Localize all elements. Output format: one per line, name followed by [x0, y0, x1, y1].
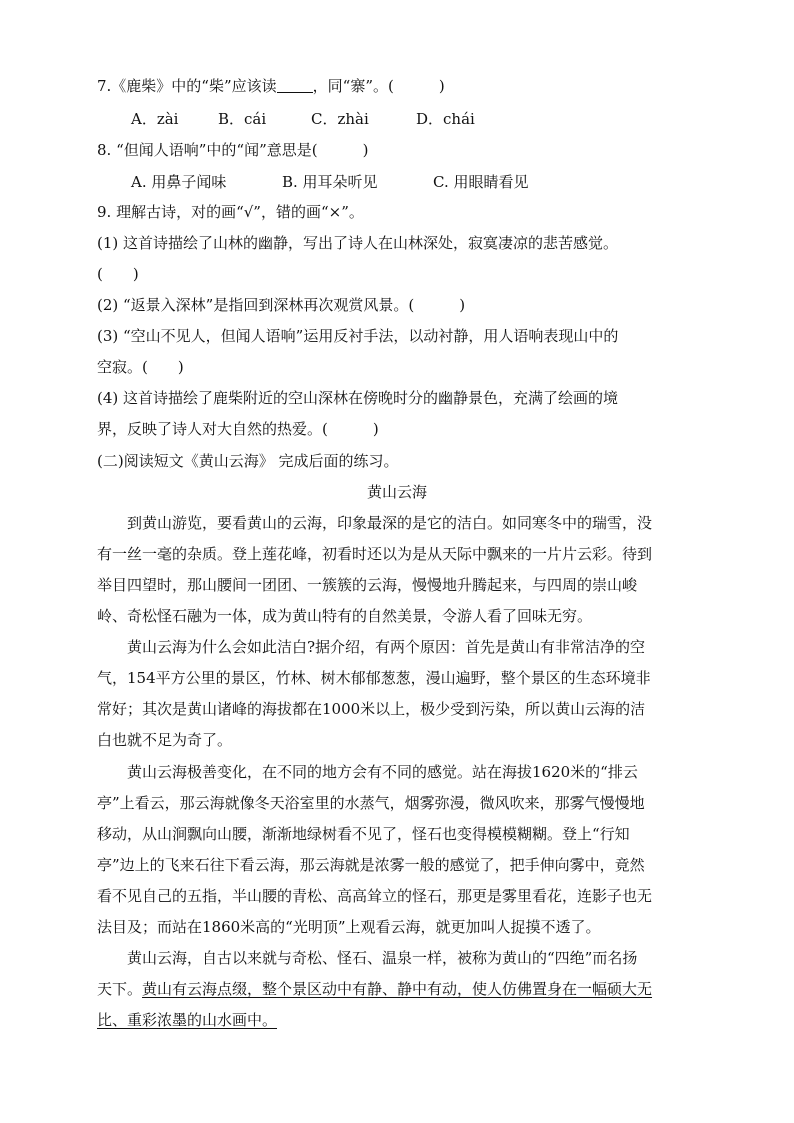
passage-line: 白也就不足为奇了。	[97, 731, 233, 749]
passage-line-mixed	[97, 979, 652, 999]
question-7-option-a: A．zài	[131, 110, 179, 128]
passage-line: 移动，从山涧飘向山腰，渐渐地绿树看不见了，怪石也变得模模糊糊。登上“行知	[97, 825, 630, 843]
passage-line: 岭、奇松怪石融为一体，成为黄山特有的自然美景，令游人看了回味无穷。	[97, 607, 593, 625]
question-9-item-2: (2) “返景入深林”是指回到深林再次观赏风景。( )	[97, 296, 466, 314]
passage-line: 气，154平方公里的景区，竹林、树木郁郁葱葱，漫山遍野，整个景区的生态环境非	[97, 669, 651, 687]
question-9-item-1: (1) 这首诗描绘了山林的幽静，写出了诗人在山林深处，寂寞凄凉的悲苦感觉。	[97, 234, 619, 252]
question-9-item-3-cont: 空寂。( )	[97, 358, 184, 376]
underlined-sentence: 比、重彩浓墨的山水画中。	[97, 1011, 278, 1029]
question-7-option-c: C．zhài	[311, 110, 369, 128]
passage-text: 天下。	[97, 980, 143, 998]
passage-line: 有一丝一毫的杂质。登上莲花峰，初看时还以为是从天际中飘来的一片片云彩。待到	[97, 545, 653, 563]
passage-line: 黄山云海为什么会如此洁白?据介绍，有两个原因：首先是黄山有非常洁净的空	[127, 638, 646, 656]
question-7-stem-end: ，同“寨”。( )	[312, 77, 445, 95]
question-8-option-a: A. 用鼻子闻味	[131, 173, 227, 191]
passage-line: 亭”上看云，那云海就像冬天浴室里的水蒸气，烟雾弥漫，微风吹来，那雾气慢慢地	[97, 794, 645, 812]
passage-line: 亭”边上的飞来石往下看云海，那云海就是浓雾一般的感觉了，把手伸向雾中，竟然	[97, 856, 645, 874]
passage-line: 法目及；而站在1860米高的“光明顶”上观看云海，就更加叫人捉摸不透了。	[97, 918, 601, 936]
question-8-stem: 8. “但闻人语响”中的“闻”意思是( )	[97, 141, 369, 159]
passage-line: 常好；其次是黄山诸峰的海拔都在1000米以上，极少受到污染，所以黄山云海的洁	[97, 700, 646, 718]
question-7-option-b: B．cái	[218, 110, 267, 128]
question-9-item-4: (4) 这首诗描绘了鹿柴附近的空山深林在傍晚时分的幽静景色，充满了绘画的境	[97, 389, 619, 407]
question-7	[97, 76, 445, 96]
question-7-blank	[277, 78, 313, 93]
passage-line: 举目四望时，那山腰间一团团、一簇簇的云海，慢慢地升腾起来，与四周的崇山峻	[97, 576, 638, 594]
passage-title: 黄山云海	[366, 483, 427, 501]
passage-line: 看不见自己的五指，半山腰的青松、高高耸立的怪石，那更是雾里看花，连影子也无	[97, 887, 653, 905]
passage-line: 黄山云海极善变化，在不同的地方会有不同的感觉。站在海拔1620米的“排云	[127, 763, 638, 781]
section-heading: (二)阅读短文《黄山云海》 完成后面的练习。	[97, 452, 399, 470]
question-9-item-1-paren: ( )	[97, 265, 139, 283]
question-8-option-c: C. 用眼睛看见	[433, 173, 529, 191]
underlined-sentence-cont	[97, 1010, 277, 1030]
question-9-item-4-cont: 界，反映了诗人对大自然的热爱。( )	[97, 420, 379, 438]
question-9-stem: 9. 理解古诗，对的画“√”，错的画“×”。	[97, 203, 364, 221]
passage-line: 黄山云海，自古以来就与奇松、怪石、温泉一样，被称为黄山的“四绝”而名扬	[127, 949, 638, 967]
question-7-option-d: D．chái	[416, 110, 475, 128]
question-8-option-b: B. 用耳朵听见	[282, 173, 378, 191]
passage-line: 到黄山游览，要看黄山的云海，印象最深的是它的洁白。如同寒冬中的瑞雪，没	[127, 514, 653, 532]
question-9-item-3: (3) “空山不见人，但闻人语响”运用反衬手法，以动衬静，用人语响表现山中的	[97, 327, 619, 345]
underlined-sentence: 黄山有云海点缀，整个景区动中有静、静中有动，使人仿佛置身在一幅硕大无	[142, 980, 653, 998]
question-7-stem: 7.《鹿柴》中的“柴”应该读	[97, 77, 277, 95]
